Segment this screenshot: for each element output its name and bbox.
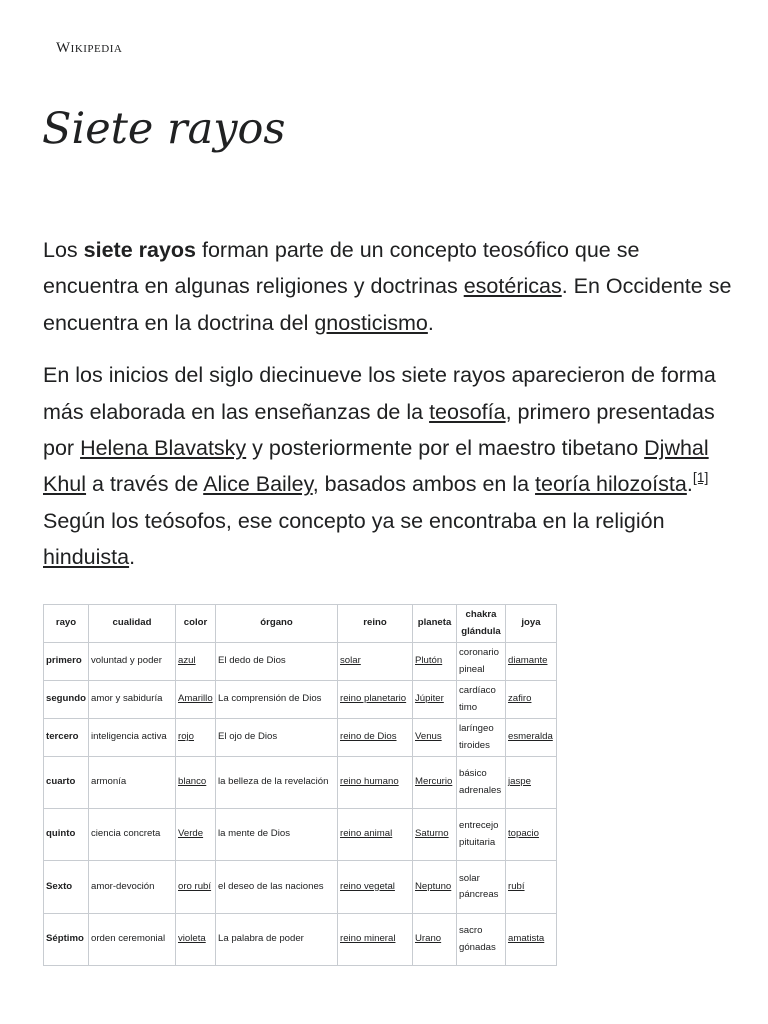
cell-color — [176, 861, 216, 914]
cell-cualidad: inteligencia activa — [89, 719, 176, 757]
cell-cualidad: amor-devoción — [89, 861, 176, 914]
cell-joya — [506, 719, 557, 757]
cell-joya — [506, 861, 557, 914]
cell-planeta — [413, 914, 457, 966]
chakra-text: solar — [459, 872, 480, 884]
intro-paragraph — [43, 232, 733, 341]
table-row — [44, 914, 557, 966]
header-glandula: glándula — [461, 625, 501, 637]
header-color: color — [176, 605, 216, 643]
cell-color — [176, 719, 216, 757]
link-planeta[interactable]: Júpiter — [415, 693, 444, 705]
cell-rayo: primero — [44, 643, 89, 681]
cell-planeta — [413, 719, 457, 757]
table-row — [44, 681, 557, 719]
bold-term: siete rayos — [83, 238, 196, 262]
cell-organo: la belleza de la revelación — [216, 757, 338, 809]
cell-reino — [338, 719, 413, 757]
text-run: , basados ambos en la — [312, 472, 536, 497]
cell-reino — [338, 681, 413, 719]
header-cualidad: cualidad — [89, 605, 176, 643]
wikipedia-wordmark[interactable]: Wikipedia — [56, 40, 123, 56]
cell-rayo: Séptimo — [44, 914, 89, 966]
header-joya: joya — [506, 605, 557, 643]
link-color[interactable]: Amarillo — [178, 693, 213, 705]
cell-organo: el deseo de las naciones — [216, 861, 338, 914]
link-joya[interactable]: zafiro — [508, 693, 532, 705]
cell-rayo: segundo — [44, 681, 89, 719]
cell-planeta — [413, 809, 457, 861]
chakra-text: sacro — [459, 925, 483, 936]
link-planeta[interactable]: Mercurio — [415, 776, 453, 788]
link-color[interactable]: Verde — [178, 828, 204, 840]
cell-organo: La palabra de poder — [216, 914, 338, 966]
link-reino[interactable]: reino de Dios — [340, 731, 397, 743]
cell-cualidad: orden ceremonial — [89, 914, 176, 966]
cell-reino — [338, 643, 413, 681]
glandula-text: gónadas — [459, 941, 496, 953]
chakra-text: laríngeo — [459, 723, 494, 734]
cell-cualidad: amor y sabiduría — [89, 681, 176, 719]
cell-joya — [506, 643, 557, 681]
header-organo: órgano — [216, 605, 338, 643]
link-color[interactable]: rojo — [178, 731, 194, 743]
link-reino[interactable]: reino vegetal — [340, 880, 395, 892]
link-esotericas[interactable]: esotéricas — [463, 274, 562, 299]
link-joya[interactable]: diamante — [508, 655, 548, 667]
cell-chakra-glandula — [457, 809, 506, 861]
reference-link[interactable]: [1] — [692, 469, 709, 486]
text-run: . — [129, 545, 136, 570]
cell-reino — [338, 757, 413, 809]
link-reino[interactable]: reino mineral — [340, 933, 396, 945]
link-color[interactable]: azul — [178, 655, 196, 667]
glandula-text: timo — [459, 701, 478, 713]
table-row — [44, 719, 557, 757]
link-teosofia[interactable]: teosofía — [429, 399, 506, 424]
cell-chakra-glandula — [457, 681, 506, 719]
cell-chakra-glandula — [457, 861, 506, 914]
link-planeta[interactable]: Plutón — [415, 655, 443, 667]
table-row — [44, 643, 557, 681]
cell-organo: El dedo de Dios — [216, 643, 338, 681]
rays-table — [43, 604, 557, 966]
table-body — [44, 643, 557, 966]
table-header-row — [44, 605, 557, 643]
cell-rayo: Sexto — [44, 861, 89, 914]
text-run: . — [686, 472, 693, 497]
cell-chakra-glandula — [457, 757, 506, 809]
history-paragraph — [43, 357, 733, 575]
link-joya[interactable]: esmeralda — [508, 731, 553, 743]
text-run: . En Occidente se encuentra en la doctrina del — [43, 274, 732, 335]
link-joya[interactable]: rubí — [508, 880, 525, 892]
chakra-text: cardíaco — [459, 685, 496, 696]
text-run: En los inicios del siglo diecinueve los siete rayos aparecieron de forma más elaborada en las enseñanzas de la — [43, 363, 716, 424]
glandula-text: páncreas — [459, 889, 499, 900]
link-helena-blavatsky[interactable]: Helena Blavatsky — [80, 436, 247, 461]
header-chakra: chakra — [465, 609, 497, 620]
cell-joya — [506, 757, 557, 809]
link-gnosticismo[interactable]: gnosticismo — [314, 310, 428, 335]
table-row — [44, 757, 557, 809]
cell-cualidad: armonía — [89, 757, 176, 809]
text-run: . — [427, 310, 434, 335]
link-planeta[interactable]: Urano — [415, 933, 442, 945]
cell-rayo: quinto — [44, 809, 89, 861]
cell-color — [176, 681, 216, 719]
header-chakra-glandula — [457, 605, 506, 643]
cell-joya — [506, 681, 557, 719]
cell-organo: El ojo de Dios — [216, 719, 338, 757]
cell-organo: La comprensión de Dios — [216, 681, 338, 719]
link-joya[interactable]: jaspe — [508, 776, 531, 788]
link-reino[interactable]: reino planetario — [340, 693, 407, 705]
text-run: , primero presentadas por — [43, 399, 715, 461]
link-planeta[interactable]: Venus — [415, 731, 442, 743]
chakra-text: entrecejo — [459, 820, 499, 831]
cell-chakra-glandula — [457, 914, 506, 966]
cell-rayo: tercero — [44, 719, 89, 757]
glandula-text: adrenales — [459, 784, 502, 796]
link-planeta[interactable]: Saturno — [415, 828, 449, 840]
cell-planeta — [413, 861, 457, 914]
link-reino[interactable]: solar — [340, 655, 361, 667]
cell-reino — [338, 861, 413, 914]
cell-reino — [338, 914, 413, 966]
cell-color — [176, 643, 216, 681]
text-run: Según los teósofos, ese concepto ya se encontraba en la religión — [43, 508, 665, 533]
link-joya[interactable]: topacio — [508, 828, 539, 840]
header-rayo: rayo — [44, 605, 89, 643]
text-run: Los — [43, 238, 84, 262]
cell-organo: la mente de Dios — [216, 809, 338, 861]
cell-joya — [506, 809, 557, 861]
cell-color — [176, 809, 216, 861]
cell-planeta — [413, 643, 457, 681]
cell-planeta — [413, 681, 457, 719]
glandula-text: tiroides — [459, 739, 490, 751]
chakra-text: básico — [459, 768, 487, 779]
text-run: y posteriormente por el maestro tibetano — [246, 436, 645, 461]
text-run: forman parte de un concepto teosófico que se encuentra en algunas religiones y doctrinas — [43, 238, 640, 299]
article-body — [43, 232, 733, 592]
cell-chakra-glandula — [457, 643, 506, 681]
cell-color — [176, 757, 216, 809]
chakra-text: coronario — [459, 647, 499, 658]
cell-planeta — [413, 757, 457, 809]
link-color[interactable]: violeta — [178, 933, 206, 945]
cell-reino — [338, 809, 413, 861]
link-reino[interactable]: reino animal — [340, 828, 393, 840]
link-planeta[interactable]: Neptuno — [415, 880, 452, 892]
cell-cualidad: ciencia concreta — [89, 809, 176, 861]
link-color[interactable]: blanco — [178, 776, 207, 788]
cell-color — [176, 914, 216, 966]
link-reino[interactable]: reino humano — [340, 776, 399, 788]
table-row — [44, 809, 557, 861]
text-run: a través de — [86, 472, 204, 497]
glandula-text: pituitaria — [459, 836, 496, 848]
table-row — [44, 861, 557, 914]
cell-cualidad: voluntad y poder — [89, 643, 176, 681]
header-planeta: planeta — [413, 605, 457, 643]
link-color[interactable]: oro rubí — [178, 880, 212, 892]
link-alice-bailey[interactable]: Alice Bailey — [203, 472, 313, 497]
cell-chakra-glandula — [457, 719, 506, 757]
cell-rayo: cuarto — [44, 757, 89, 809]
header-reino: reino — [338, 605, 413, 643]
link-joya[interactable]: amatista — [508, 933, 545, 945]
glandula-text: pineal — [459, 663, 485, 675]
page-title: Siete rayos — [42, 104, 286, 154]
link-hinduista[interactable]: hinduista — [43, 545, 130, 570]
link-teoria-hilozoista[interactable]: teoría hilozoísta — [535, 472, 687, 497]
link-djwhal-khul[interactable]: Djwhal Khul — [43, 436, 709, 497]
cell-joya — [506, 914, 557, 966]
